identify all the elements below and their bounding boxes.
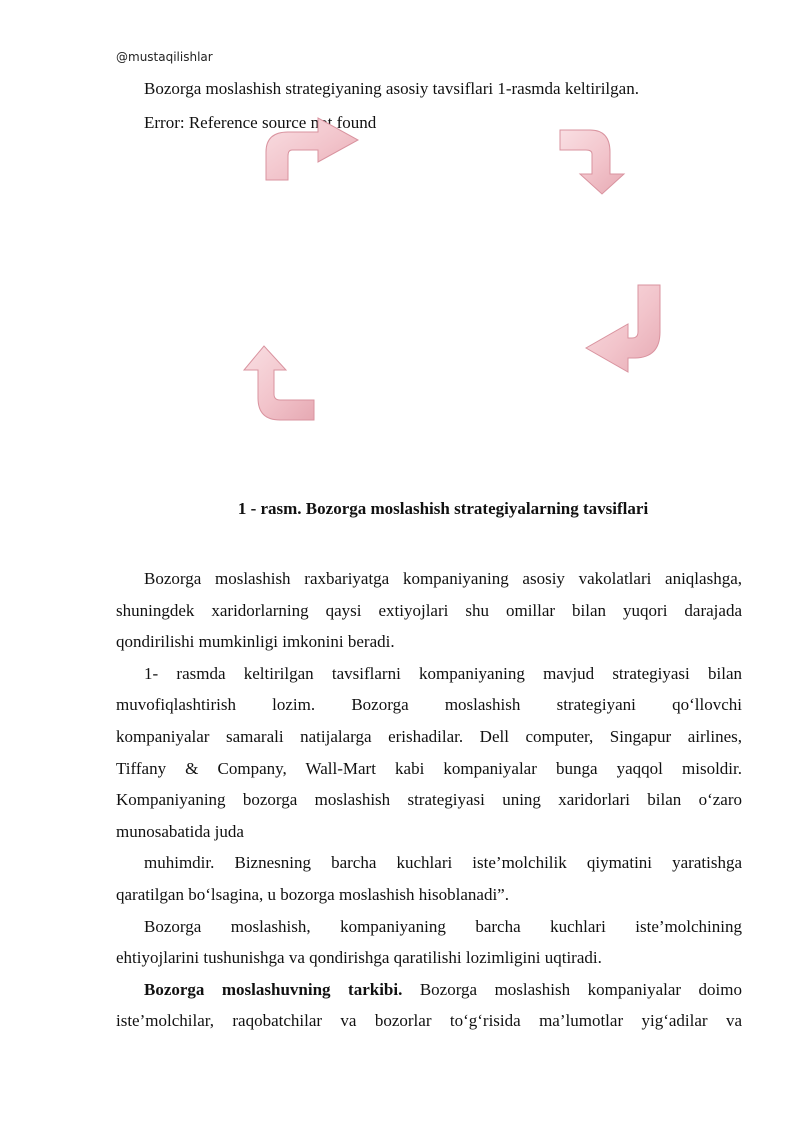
figure-caption: 1 - rasm. Bozorga moslashish strategiyalarning tavsiflari [237,499,649,518]
section-heading: Bozorga moslashuvning tarkibi. [144,979,403,999]
watermark: @mustaqilishlar [116,50,213,64]
curved-arrow-right-icon [266,118,358,180]
curved-arrow-down-icon [560,130,624,194]
paragraph-4-line-1: Bozorga moslashish, kompaniyaning barcha kuchlari iste’molchining [144,916,742,936]
cycle-diagram [230,110,670,430]
paragraph-5-line-1 [116,974,742,1006]
paragraph-3-line-2: qaratilgan bo‘lsagina, u bozorga moslashish hisoblanadi”. [116,884,509,904]
paragraph-5-line-2: iste’molchilar, raqobatchilar va bozorlar to‘g‘risida ma’lumotlar yig‘adilar va [116,1011,742,1031]
paragraph-5-line-1-rest: Bozorga moslashish kompaniyalar doimo [402,979,742,999]
paragraph-1-line-3: qondirilishi mumkinligi imkonini beradi. [116,632,395,652]
paragraph-2-line-4: Tiffany & Company, Wall-Mart kabi kompaniyalar bunga yaqqol misoldir. [116,758,742,778]
paragraph-2-line-6: munosabatida juda [116,821,244,841]
paragraph-2-line-5: Kompaniyaning bozorga moslashish strategiyasi uning xaridorlari bilan o‘zaro [116,790,742,810]
intro-line-2: Error: Reference source not found [144,113,377,132]
curved-arrow-left-icon [586,285,660,372]
paragraph-2-line-2: muvofiqlashtirish lozim. Bozorga moslashish strategiyani qo‘llovchi [116,695,742,715]
paragraph-2-line-1: 1- rasmda keltirilgan tavsiflarni kompaniyaning mavjud strategiyasi bilan [144,663,742,683]
body-text [116,563,742,1037]
intro-line-1: Bozorga moslashish strategiyaning asosiy tavsiflari 1-rasmda keltirilgan. [144,79,639,98]
curved-arrow-up-icon [244,346,314,420]
paragraph-2-line-3: kompaniyalar samarali natijalarga erishadilar. Dell computer, Singapur airlines, [116,726,742,746]
paragraph-3-line-1: muhimdir. Biznesning barcha kuchlari iste’molchilik qiymatini yaratishga [144,853,742,873]
paragraph-1-line-2: shuningdek xaridorlarning qaysi extiyojlari shu omillar bilan yuqori darajada [116,600,742,620]
paragraph-1-line-1: Bozorga moslashish raxbariyatga kompaniyaning asosiy vakolatlari aniqlashga, [144,569,742,588]
paragraph-4-line-2: ehtiyojlarini tushunishga va qondirishga qaratilishi lozimligini uqtiradi. [116,948,602,968]
